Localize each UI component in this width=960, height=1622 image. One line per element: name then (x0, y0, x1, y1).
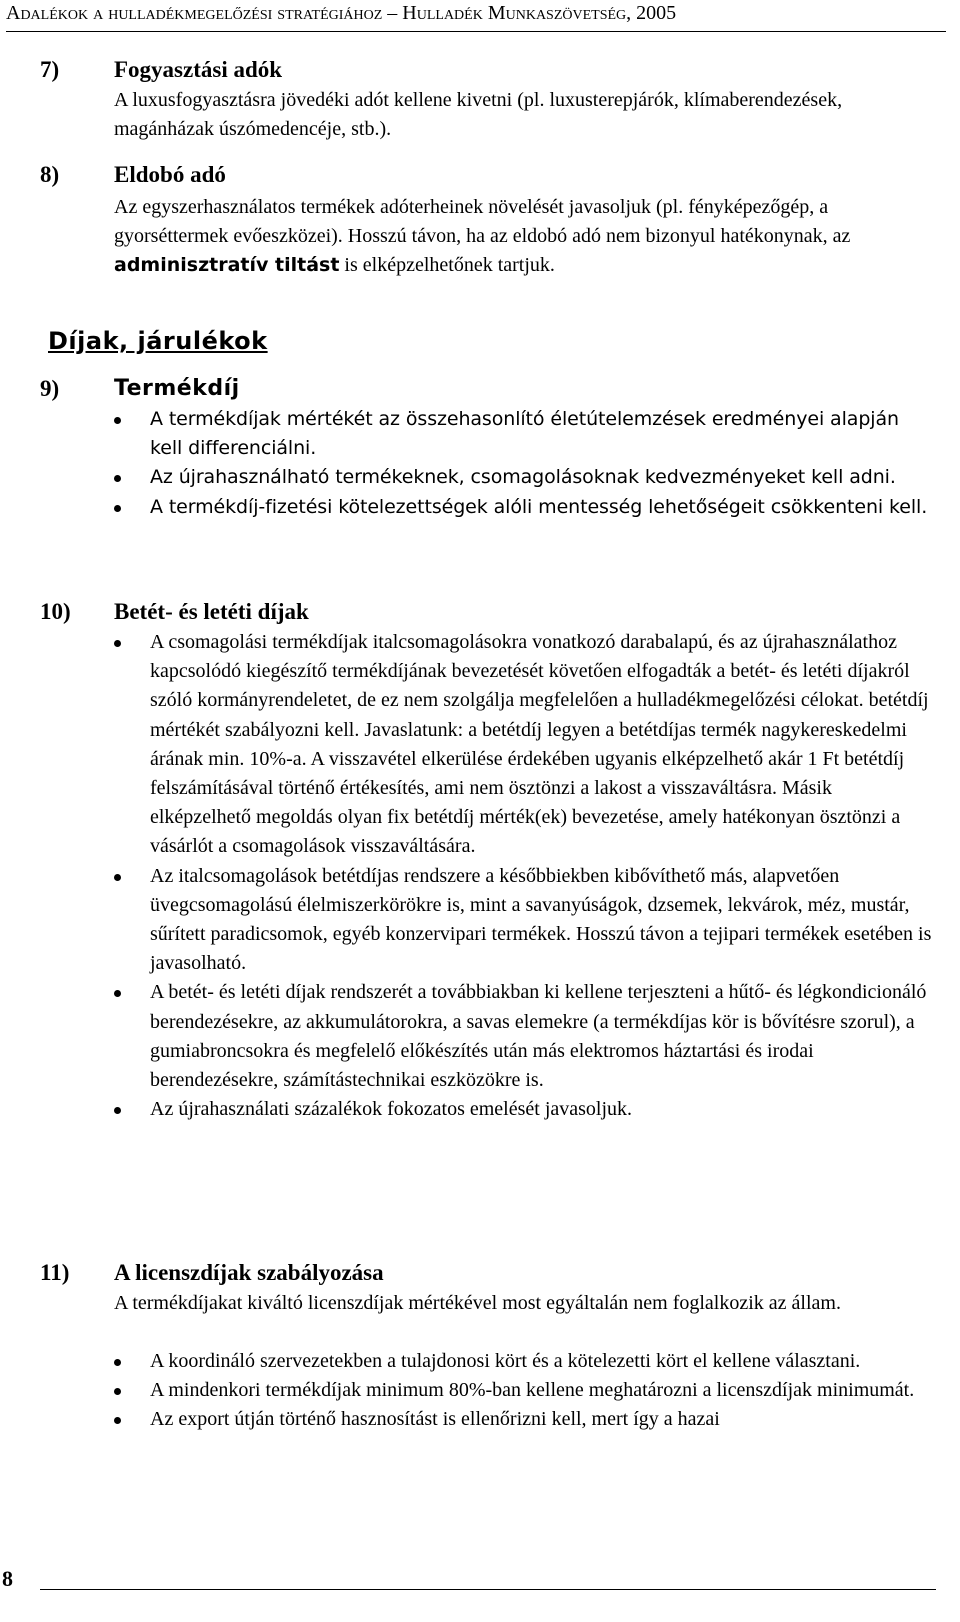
list-item (114, 978, 936, 1095)
bullet-icon (114, 475, 121, 482)
item-11-title: A licenszdíjak szabályozása (114, 1260, 384, 1285)
item-8-text (114, 193, 934, 281)
list-item (114, 1095, 936, 1124)
item-7-number: 7) (40, 57, 60, 82)
item-7-title: Fogyasztási adók (114, 57, 283, 82)
list-item (114, 862, 936, 979)
list-item (114, 493, 936, 522)
list-item (114, 1347, 936, 1376)
footer-rule (40, 1589, 936, 1590)
list-item-text: Az újrahasználati százalékok fokozatos emelését javasoljuk. (150, 1098, 633, 1121)
item-11-bullet-list (114, 1347, 936, 1435)
item-8-title: Eldobó adó (114, 162, 226, 187)
bullet-icon (114, 1388, 121, 1395)
item-9-bullet-list (114, 405, 936, 522)
bullet-icon (114, 505, 121, 512)
item-11-number: 11) (40, 1260, 70, 1285)
item-8-bold-phrase: adminisztratív tiltást (114, 254, 340, 277)
list-item (114, 463, 936, 492)
item-10-bullet-list (114, 628, 936, 1124)
list-item-text: A csomagolási termékdíjak italcsomagolásokra vonatkozó darabalapú, és az újrahasználathoz kapcsolódó kiegészítő termékdíjának bevezetését követően elfogadták a betét- és letéti díjakról szóló kormányrendeletet, de ez nem szolgálja megfelelően a hulladékmegelőzési célokat. betétdíj mértékét szabályozni kell. Javaslatunk: a betétdíj legyen a betétdíjas termék nagykereskedelmi árának min. 10%-a. A visszavétel elkerülése érdekében ugyanis elképzelhető akár 1 Ft betétdíj felszámításával történő értékesítés, ami nem ösztönzi a lakost a visszaváltásra. Másik elképzelhető megoldás olyan fix betétdíj mérték(ek) bevezetése, amely hatékonyan ösztönzi a vásárlót a csomagolások visszaváltására. (150, 631, 929, 858)
list-item-text: A koordináló szervezetekben a tulajdonosi kört és a kötelezetti kört el kellene választani. (150, 1350, 861, 1372)
item-8-number: 8) (40, 162, 60, 187)
item-9-number: 9) (40, 376, 60, 401)
list-item-text: A betét- és letéti díjak rendszerét a továbbiakban ki kellene terjeszteni a hűtő- és légkondicionáló berendezésekre, az akkumulátorokra, a savas elemekre (a termékdíjas kör is bővítésre szorul), a gumiabroncsokra és megfelelő előkészítés után más elektromos háztartási és irodai berendezésekre, számítástechnikai eszközökre is. (150, 981, 927, 1092)
item-9-title: Termékdíj (114, 376, 240, 401)
running-header-text: Adalékok a hulladékmegelőzési stratégiához – Hulladék Munkaszövetség, 2005 (6, 2, 677, 24)
bullet-icon (114, 417, 121, 424)
list-item-text: A mindenkori termékdíjak minimum 80%-ban kellene meghatározni a licenszdíjak minimumát. (150, 1379, 915, 1402)
list-item (114, 628, 936, 862)
list-item-text: Az újrahasználható termékeknek, csomagolásoknak kedvezményeket kell adni. (150, 466, 896, 489)
bullet-icon (114, 990, 121, 997)
item-10-title: Betét- és letéti díjak (114, 599, 309, 624)
section-title: Díjak, járulékok (48, 327, 268, 355)
running-header (6, 0, 946, 36)
list-item (114, 1376, 936, 1405)
bullet-icon (114, 874, 121, 881)
item-11-text: A termékdíjakat kiváltó licenszdíjak mértékével most egyáltalán nem foglalkozik az állam. (114, 1292, 841, 1314)
list-item-text: Az export útján történő hasznosítást is ellenőrizni kell, mert így a hazai (150, 1408, 720, 1431)
list-item-text: A termékdíjak mértékét az összehasonlító életútelemzések eredményei alapján kell differenciálni. (150, 408, 899, 460)
bullet-icon (114, 1359, 121, 1366)
item-10-number: 10) (40, 599, 71, 624)
header-rule (6, 31, 946, 32)
bullet-icon (114, 640, 121, 647)
bullet-icon (114, 1417, 121, 1424)
bullet-icon (114, 1107, 121, 1114)
list-item (114, 405, 936, 463)
page-number: 8 (2, 1566, 13, 1591)
item-8-text-part2: is elképzelhetőnek tartjuk. (339, 254, 555, 277)
list-item-text: A termékdíj-fizetési kötelezettségek alóli mentesség lehetőségeit csökkenteni kell. (150, 495, 928, 518)
list-item (114, 1405, 936, 1434)
item-8-text-part1: Az egyszerhasználatos termékek adóterheinek növelését javasoljuk (pl. fényképezőgép, a gyorséttermek evőeszközei). Hosszú távon, ha az eldobó adó nem bizonyul hatékonynak, az (114, 196, 851, 248)
item-7-text: A luxusfogyasztásra jövedéki adót kellene kivetni (pl. luxusterepjárók, klímaberendezések, magánházak úszómedencéje, stb.). (114, 89, 843, 141)
list-item-text: Az italcsomagolások betétdíjas rendszere a későbbiekben kibővíthető más, alapvetően üvegcsomagolású élelmiszerkörökre is, mint a savanyúságok, dzsemek, lekvárok, méz, mustár, sűrített paradicsomok, egyéb konzervipari termékek. Hosszú távon a tejipari termékek esetében is javasolható. (150, 864, 932, 975)
